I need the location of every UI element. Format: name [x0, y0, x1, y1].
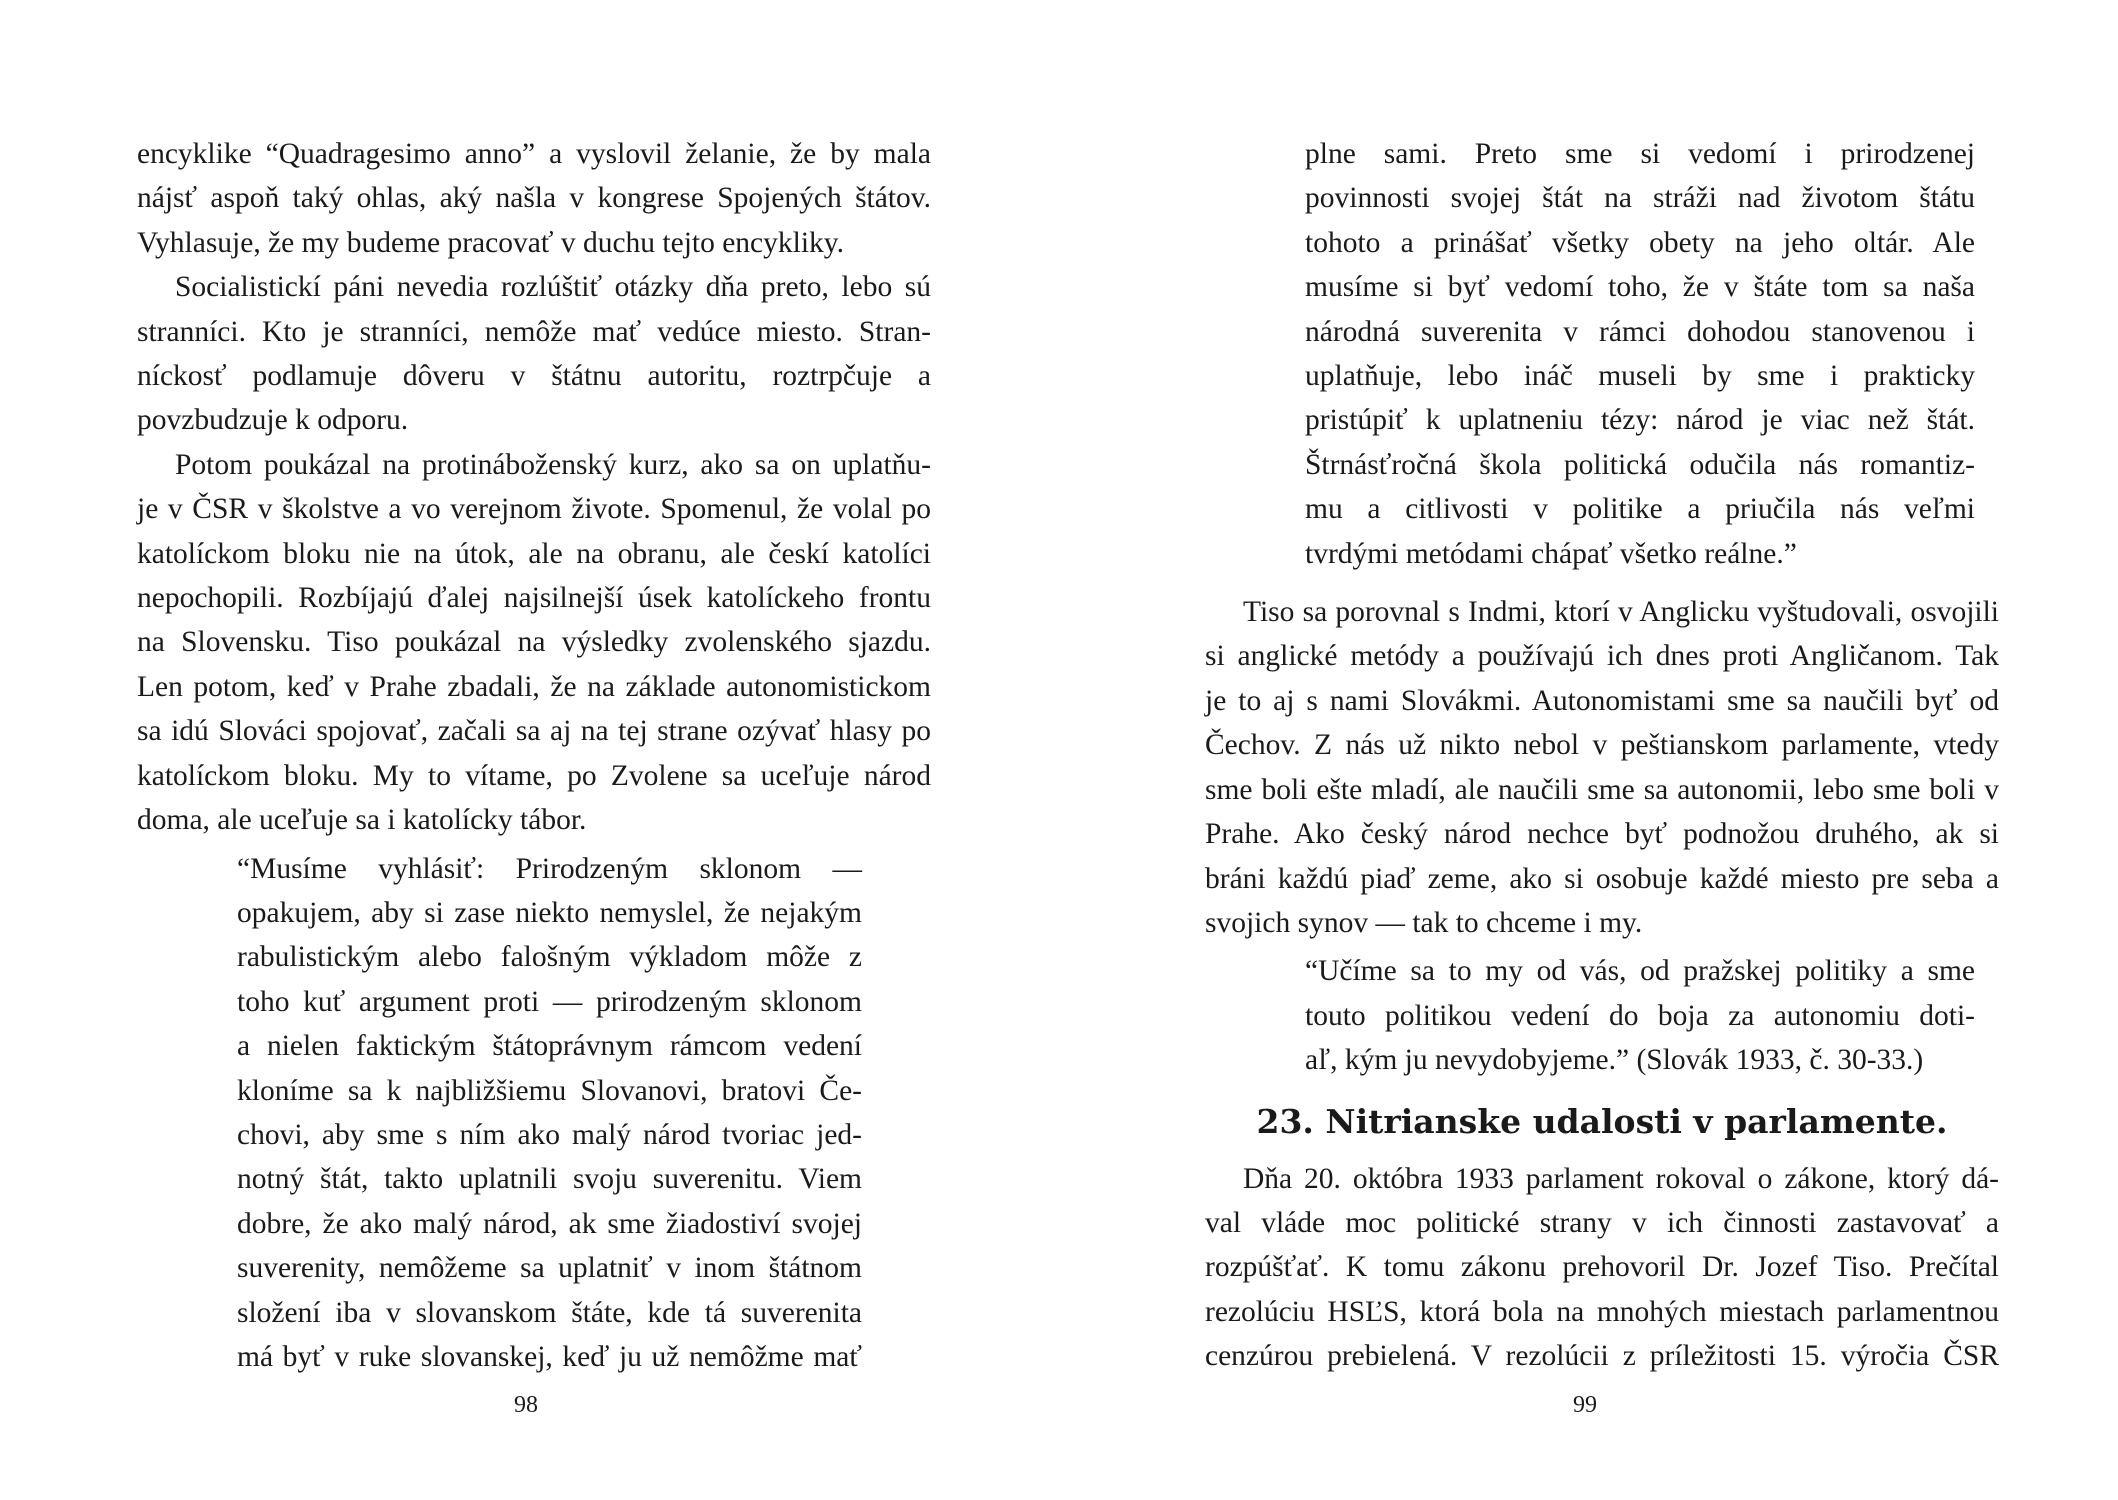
text-line: a nielen faktickým štátoprávnym rámcom vedení	[237, 1030, 862, 1063]
text-line: doma, ale uceľuje sa i katolícky tábor.	[137, 804, 587, 837]
text-line: sa idú Slováci spojovať, začali sa aj na tej strane ozývať hlasy po	[137, 715, 931, 748]
text-line: bráni každú piaď zeme, ako si osobuje každé miesto pre seba a	[1205, 862, 1999, 895]
right-text-column	[1205, 132, 1999, 1379]
text-line: Prahe. Ako český národ nechce byť podnožou druhého, ak si	[1205, 818, 1999, 851]
text-line: Dňa 20. októbra 1933 parlament rokoval o zákone, ktorý dá-	[1243, 1162, 1999, 1195]
text-line: “Musíme vyhlásiť: Prirodzeným sklonom —	[237, 852, 862, 885]
text-line: pristúpiť k uplatneniu tézy: národ je viac než štát.	[1305, 404, 1975, 437]
text-line: chovi, aby sme s ním ako malý národ tvoriac jed-	[237, 1118, 862, 1151]
text-line: rozpúšťať. K tomu zákonu prehovoril Dr. Jozef Tiso. Prečítal	[1205, 1251, 1999, 1284]
text-line: dobre, že ako malý národ, ak sme žiadostiví svojej	[237, 1207, 862, 1240]
quote-paragraph	[237, 847, 862, 1380]
text-line: sme boli ešte mladí, ale naučili sme sa autonomii, lebo sme boli v	[1205, 773, 1999, 806]
text-line: národná suverenita v rámci dohodou stanovenou i	[1305, 315, 1975, 348]
text-line: nájsť aspoň taký ohlas, aký našla v kongrese Spojených štátov.	[137, 182, 931, 215]
section-heading: 23. Nitrianske udalosti v parlamente.	[1256, 1101, 1948, 1141]
paragraph	[1205, 1157, 1999, 1379]
text-line: aľ, kým ju nevydobyjeme.” (Slovák 1933, č. 30-33.)	[1305, 1044, 1924, 1077]
text-line: katolíckom bloku. My to vítame, po Zvolene sa uceľuje národ	[137, 759, 931, 792]
text-line: cenzúrou prebielená. V rezolúcii z príležitosti 15. výročia ČSR	[1205, 1340, 1999, 1373]
text-line: musíme si byť vedomí toho, že v štáte tom sa naša	[1305, 271, 1975, 304]
text-line: val vláde moc politické strany v ich činnosti zastavovať a	[1205, 1206, 1999, 1239]
text-line: Vyhlasuje, že my budeme pracovať v duchu tejto encykliky.	[137, 226, 845, 259]
text-line: encyklike “Quadragesimo anno” a vyslovil želanie, že by mala	[137, 138, 931, 170]
text-line: opakujem, aby si zase niekto nemyslel, že nejakým	[237, 896, 862, 929]
text-line: si anglické metódy a používajú ich dnes proti Angličanom. Tak	[1205, 640, 1999, 673]
text-line: rezolúciu HSĽS, ktorá bola na mnohých miestach parlamentnou	[1205, 1295, 1999, 1328]
page-number: 99	[1573, 1392, 1597, 1418]
quote-paragraph	[1305, 132, 1975, 576]
text-line: je v ČSR v školstve a vo verejnom živote. Spomenul, že volal po	[137, 493, 931, 526]
text-line: mu a citlivosti v politike a priučila nás veľmi	[1305, 493, 1975, 526]
right-page	[1059, 0, 2118, 1500]
text-line: Čechov. Z nás už nikto nebol v peštianskom parlamente, vtedy	[1205, 729, 1999, 762]
text-line: povinnosti svojej štát na stráži nad životom štátu	[1305, 182, 1975, 215]
text-line: Tiso sa porovnal s Indmi, ktorí v Anglicku vyštudovali, osvojili	[1243, 596, 1999, 629]
paragraph	[1205, 590, 1999, 945]
paragraph	[137, 443, 931, 843]
block-quote	[237, 847, 862, 1380]
left-text-column	[137, 132, 931, 1379]
block-quote	[1305, 132, 1975, 576]
text-line: Potom poukázal na protináboženský kurz, ako sa on uplatňu-	[175, 448, 931, 481]
text-line: kloníme sa k najbližšiemu Slovanovi, bratovi Če-	[237, 1074, 862, 1107]
text-line: níckosť podlamuje dôveru v štátnu autoritu, roztrpčuje a	[137, 360, 931, 393]
text-line: stranníci. Kto je stranníci, nemôže mať vedúce miesto. Stran-	[137, 315, 931, 348]
text-line: “Učíme sa to my od vás, od pražskej politiky a sme	[1305, 955, 1975, 988]
text-line: na Slovensku. Tiso poukázal na výsledky zvolenského sjazdu.	[137, 626, 931, 659]
text-line: tohoto a prinášať všetky obety na jeho oltár. Ale	[1305, 226, 1975, 259]
text-line: toho kuť argument proti — prirodzeným sklonom	[237, 985, 862, 1018]
text-line: složení iba v slovanskom štáte, kde tá suverenita	[237, 1296, 862, 1329]
text-line: notný štát, takto uplatnili svoju suverenitu. Viem	[237, 1163, 862, 1196]
text-line: plne sami. Preto sme si vedomí i prirodzenej	[1305, 138, 1975, 170]
text-line: suverenity, nemôžeme sa uplatniť v inom štátnom	[237, 1252, 862, 1285]
block-quote	[1305, 949, 1975, 1082]
text-line: touto politikou vedení do boja za autonomiu doti-	[1305, 999, 1975, 1032]
paragraph	[137, 265, 931, 443]
paragraph	[137, 132, 931, 265]
text-line: tvrdými metódami chápať všetko reálne.”	[1305, 537, 1797, 570]
page-number: 98	[514, 1392, 538, 1418]
text-line: je to aj s nami Slovákmi. Autonomistami sme sa naučili byť od	[1205, 684, 1999, 717]
quote-paragraph	[1305, 949, 1975, 1082]
text-line: katolíckom bloku nie na útok, ale na obranu, ale českí katolíci	[137, 537, 931, 570]
text-line: uplatňuje, lebo ináč museli by sme i prakticky	[1305, 360, 1975, 393]
text-line: povzbudzuje k odporu.	[137, 404, 409, 437]
text-line: rabulistickým alebo falošným výkladom môže z	[237, 941, 862, 974]
text-line: Len potom, keď v Prahe zbadali, že na základe autonomistickom	[137, 670, 931, 703]
text-line: Socialistickí páni nevedia rozlúštiť otázky dňa preto, lebo sú	[175, 271, 931, 304]
text-line: nepochopili. Rozbíjajú ďalej najsilnejší úsek katolíckeho frontu	[137, 582, 931, 615]
text-line: svojich synov — tak to chceme i my.	[1205, 906, 1643, 939]
text-line: má byť v ruke slovanskej, keď ju už nemôžme mať	[237, 1340, 862, 1373]
text-line: Štrnásťročná škola politická odučila nás romantiz-	[1305, 448, 1975, 481]
